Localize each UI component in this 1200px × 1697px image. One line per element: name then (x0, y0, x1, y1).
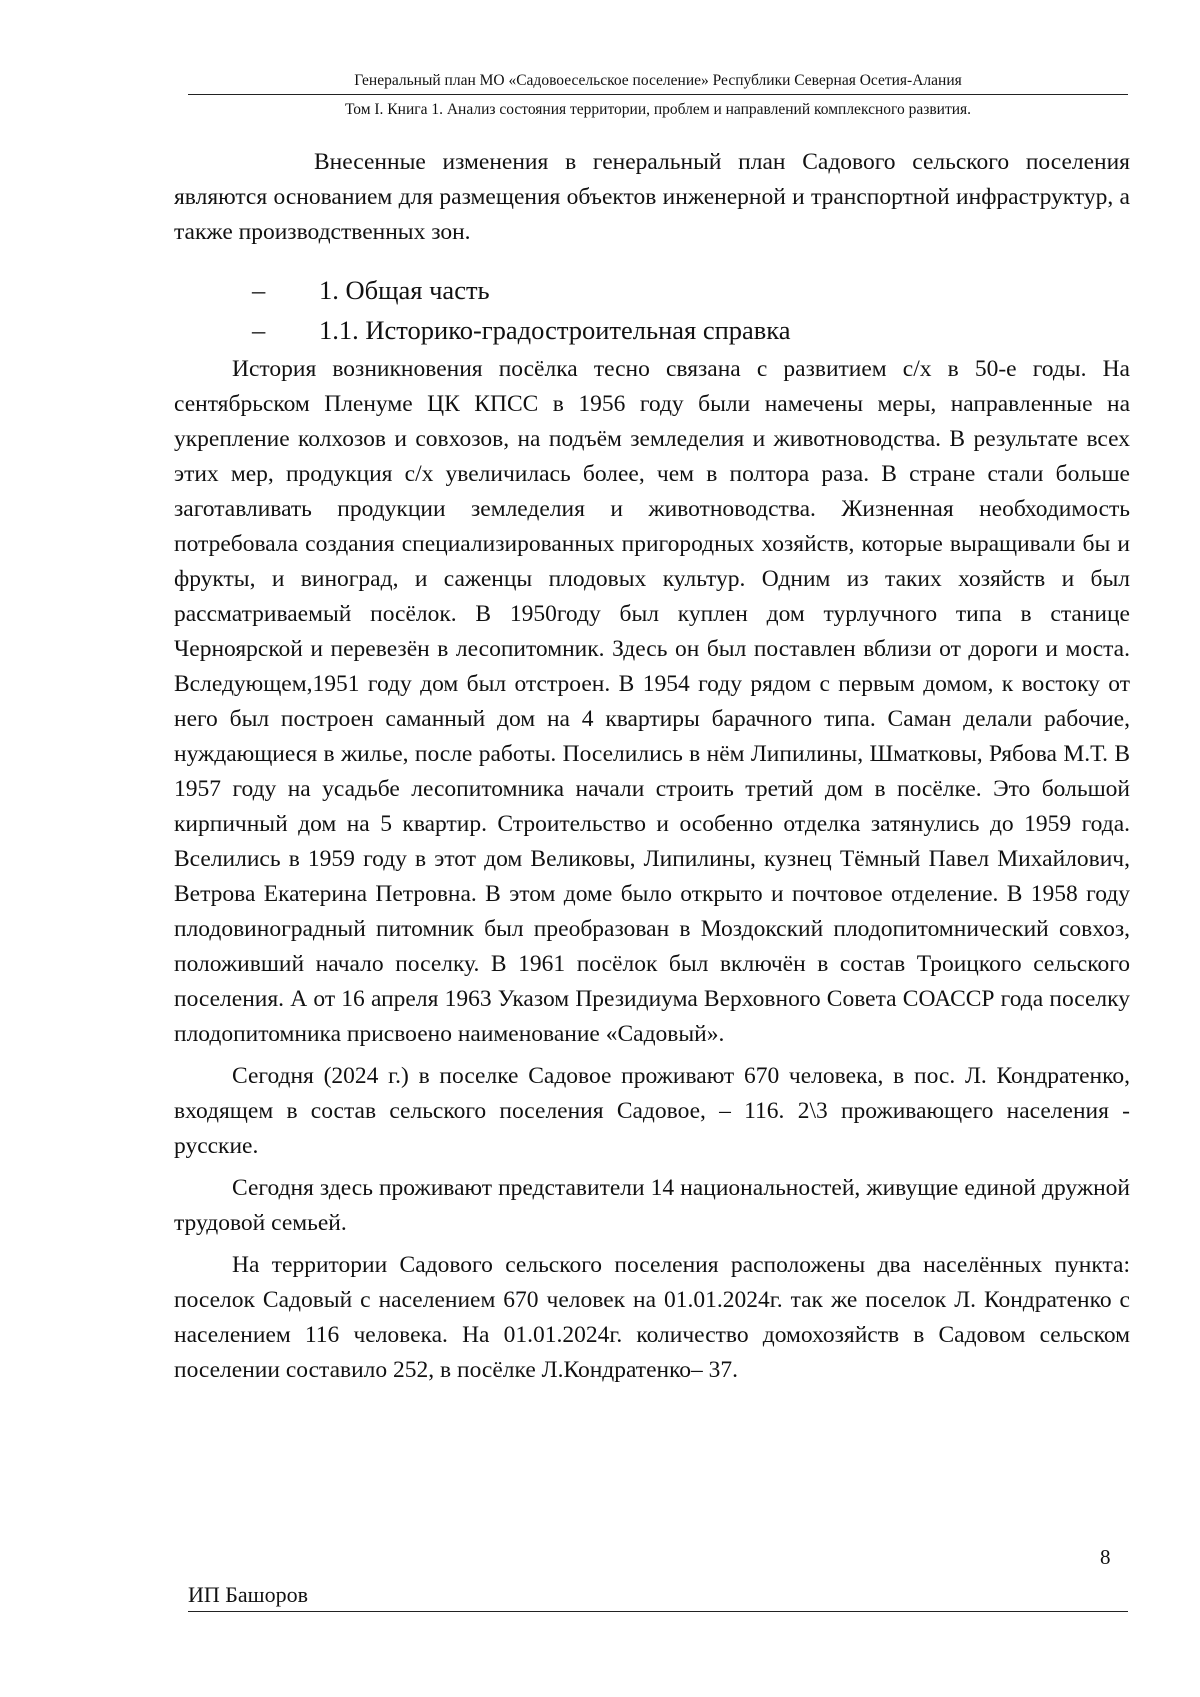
paragraph-population: Сегодня (2024 г.) в поселке Садовое проживают 670 человека, в пос. Л. Кондратенко, входящем в состав сельского поселения Садовое, – 116. 2\3 проживающего населения - русские. (174, 1063, 1130, 1159)
document-body (174, 145, 1130, 1388)
header-divider (188, 94, 1128, 95)
heading-text: 1. Общая часть (319, 275, 490, 305)
header-line-1: Генеральный план МО «Садовоесельское поселение» Республики Северная Осетия-Алания (354, 72, 962, 89)
heading-bullet: – (252, 275, 266, 305)
paragraph-history: История возникновения посёлка тесно связана с развитием с/х в 50-е годы. На сентябрьском Пленуме ЦК КПСС в 1956 году были намечены меры, направленные на укрепление колхозов и совхозов, на подъём земледелия и животноводства. В результате всех этих мер, продукция с/х увеличилась более, чем в полтора раза. В стране стали больше заготавливать продукции земледелия и животноводства. Жизненная необходимость потребовала создания специализированных пригородных хозяйств, которые выращивали бы и фрукты, и виноград, и саженцы плодовых культур. Одним из таких хозяйств и был рассматриваемый посёлок. В 1950году был куплен дом турлучного типа в станице Черноярской и перевезён в лесопитомник. Здесь он был поставлен вблизи от дороги и моста. Вследующем,1951 году дом был отстроен. В 1954 году рядом с первым домом, к востоку от него был построен саманный дом на 4 квартиры барачного типа. Саман делали рабочие, нуждающиеся в жилье, после работы. Поселились в нём Липилины, Шматковы, Рябова М.Т. В 1957 году на усадьбе лесопитомника начали строить третий дом в посёлке. Это большой кирпичный дом на 5 квартир. Строительство и особенно отделка затянулись до 1959 года. Вселились в 1959 году в этот дом Великовы, Липилины, кузнец Тёмный Павел Михайлович, Ветрова Екатерина Петровна. В этом доме было открыто и почтовое отделение. В 1958 году плодовиноградный питомник был преобразован в Моздокский плодопитомнический совхоз, положивший начало поселку. В 1961 посёлок был включён в состав Троицкого сельского поселения. А от 16 апреля 1963 Указом Президиума Верховного Совета СОАССР года поселку плодопитомника присвоено наименование «Садовый». (174, 356, 1130, 1047)
section-headings (174, 270, 1130, 350)
heading-text: 1.1. Историко-градостроительная справка (319, 315, 791, 345)
intro-paragraph: Внесенные изменения в генеральный план Садового сельского поселения являются основанием для размещения объектов инженерной и транспортной инфраструктур, а также производственных зон. (174, 149, 1130, 245)
header-line-2: Том I. Книга 1. Анализ состояния территории, проблем и направлений комплексного развития. (344, 101, 972, 118)
heading-bullet: – (252, 315, 266, 345)
heading-historical-reference (174, 310, 1130, 350)
paragraph-settlements: На территории Садового сельского поселения расположены два населённых пункта: поселок Садовый с населением 670 человек на 01.01.2024г. так же поселок Л. Кондратенко с населением 116 человека. На 01.01.2024г. количество домохозяйств в Садовом сельском поселении составило 252, в посёлке Л.Кондратенко– 37. (174, 1252, 1130, 1383)
page-header (188, 70, 1128, 121)
page-footer (188, 1580, 1128, 1612)
footer-author: ИП Башоров (188, 1582, 309, 1607)
page-number: 8 (1100, 1545, 1111, 1569)
paragraph-nationalities: Сегодня здесь проживают представители 14 национальностей, живущие единой дружной трудовой семьей. (174, 1175, 1130, 1236)
heading-general-part (174, 270, 1130, 310)
